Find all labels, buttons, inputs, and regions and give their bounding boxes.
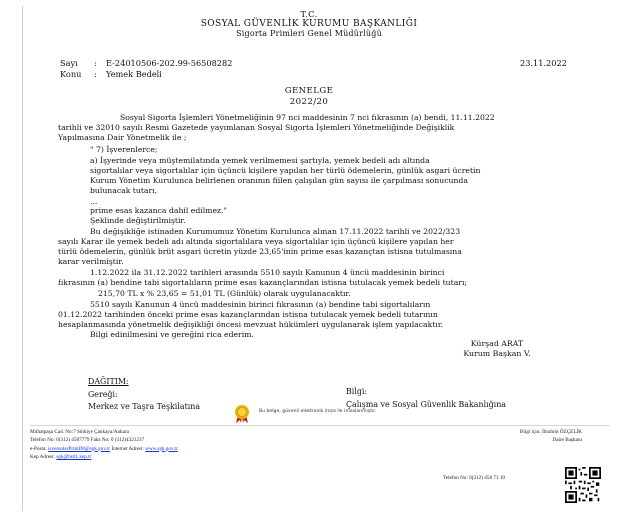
paragraph-5-line-1: Bilgi edinilmesini ve gereğini rica ederim. xyxy=(90,330,254,339)
e-signature-seal-icon xyxy=(232,404,252,424)
info-phone: Telefon No: 0(312) 458 71 10 xyxy=(443,475,506,481)
bilgi-value: Çalışma ve Sosyal Güvenlik Bakanlığına xyxy=(346,399,506,409)
gereg-value: Merkez ve Taşra Teşkilatına xyxy=(88,402,201,411)
bilgi-label: Bilgi: xyxy=(346,387,368,396)
signature-block xyxy=(447,339,547,359)
info-contact-title: Daire Başkanı xyxy=(552,437,582,444)
website-link[interactable]: www.sgk.gov.tr xyxy=(145,445,178,452)
footer-email-line xyxy=(30,445,178,453)
paragraph-2-line-3: türlü ödemelerin, günlük brüt asgari ücretin yüzde 23,65'inin prime esas kazançtan istisna tutulmasına xyxy=(58,247,462,256)
paragraph-3-line-2: fıkrasının (a) bendine tabi sigortalıların prime esas kazançlarından istisna tutulacak yemek bedeli tutarı; xyxy=(58,278,468,287)
paragraph-3-line-1: 1.12.2022 ila 31.12.2022 tarihleri arasında 5510 sayılı Kanunun 4 üncü maddesinin birinci xyxy=(90,268,445,277)
paragraph-2-line-4: karar verilmiştir. xyxy=(58,257,124,266)
quote-line-4: Kurum Yönetim Kurulunca belirlenen oranının fiilen çalışılan gün sayısı ile çarpılması sonucunda xyxy=(90,176,468,185)
paragraph-4-line-2: 01.12.2022 tarihinden önceki prime esas kazançlarından istisna tutulacak yemek bedeli tutarının xyxy=(58,310,438,319)
quote-line-7: prime esas kazanca dahil edilmez." xyxy=(90,206,228,215)
paragraph-4-line-3: hesaplanmasında yönetmelik değişikliği öncesi mevzuat hükümleri uygulanarak işlem yapılacaktır. xyxy=(58,320,444,329)
footer-contact xyxy=(30,428,178,461)
quote-line-1: " 7) İşverenlerce; xyxy=(90,145,158,154)
info-contact-name: Bilgi için: İbrahim ÖZÇELİK xyxy=(519,429,582,435)
sayi-colon: : xyxy=(94,58,97,68)
footer-phone: Telefon No: 0(312) 4587779 Faks No: 0 (312)4321237 xyxy=(30,437,145,444)
email-label: e-Posta: xyxy=(30,445,47,452)
quote-line-8: Şeklinde değiştirilmiştir. xyxy=(90,216,186,225)
sayi-value: E-24010506-202.99-56508282 xyxy=(106,58,233,68)
signatory-title: Kurum Başkan V. xyxy=(463,349,531,358)
paragraph-1-line-3: Yapılmasına Dair Yönetmelik ile ; xyxy=(58,133,187,142)
sayi-label: Sayı xyxy=(60,58,78,68)
paragraph-1-line-2: tarihli ve 32010 sayılı Resmi Gazetede yayımlanan Sosyal Sigorta İşlemleri Yönetmeliğinde Değişiklik xyxy=(58,123,455,132)
quote-line-6: ... xyxy=(90,197,98,206)
header-department: Sigorta Primleri Genel Müdürlüğü xyxy=(236,29,382,38)
seal-note: Bu belge, güvenli elektronik imza ile imzalanmıştır. xyxy=(259,409,377,414)
kep-label: Kep Adresi: xyxy=(30,453,55,460)
footer-address: Mithatpaşa Cad. No:7 Sıhhiye Çankaya/Ankara xyxy=(30,429,129,435)
paragraph-2-line-1: Bu değişikliğe istinaden Kurumumuz Yönetim Kurulunca alınan 17.11.2022 tarihli ve 2022/323 xyxy=(90,227,461,236)
distribution-block xyxy=(88,377,200,413)
quote-line-2: a) İşyerinde veya müştemilatında yemek verilmemesi şartıyla, yemek bedeli adı altında xyxy=(90,156,430,165)
konu-label: Konu xyxy=(60,69,82,79)
meta-konu xyxy=(60,69,162,79)
quote-line-5: bulunacak tutarı, xyxy=(90,186,158,195)
internet-label: İnternet Adresi: xyxy=(111,445,144,452)
footer-divider xyxy=(30,425,610,426)
email-link[interactable]: isverenlerPrimD8@sgk.gov.tr xyxy=(48,445,111,452)
konu-colon: : xyxy=(94,69,97,79)
signatory-name: Kürşad ARAT xyxy=(470,339,524,348)
paragraph-3-line-3: 215,70 TL x % 23,65 = 51,01 TL (Günlük) olarak uygulanacaktır. xyxy=(98,289,351,298)
gereg-label: Gereği: xyxy=(88,389,118,399)
document-date: 23.11.2022 xyxy=(520,58,567,68)
paragraph-4-line-1: 5510 sayılı Kanunun 4 üncü maddesinin birinci fıkrasının (a) bendine tabi sigortalıların xyxy=(90,300,431,309)
document-title: GENELGE xyxy=(284,86,334,96)
header-tc: T.C. xyxy=(300,10,318,20)
paragraph-2-line-2: sayılı Karar ile yemek bedeli adı altında sigortalılara veya sigortalılar için üçüncü kişilere yapılan her xyxy=(58,237,454,246)
quote-line-3: sigortalılar veya sigortalılar için üçüncü kişilere yapılan her türlü ödemelerin, günlük asgari ücretin xyxy=(90,166,481,175)
footer-info xyxy=(447,428,582,445)
bilgi-block xyxy=(346,387,506,410)
header-organization: SOSYAL GÜVENLİK KURUMU BAŞKANLIĞI xyxy=(200,19,418,29)
distribution-heading: DAĞITIM: xyxy=(88,377,129,386)
paragraph-1-line-1: Sosyal Sigorta İşlemleri Yönetmeliğinin 97 nci maddesinin 7 nci fıkrasının (a) bendi, 11.11.2022 xyxy=(120,113,495,122)
document-number: 2022/20 xyxy=(289,97,329,107)
qr-code-icon xyxy=(565,467,601,503)
konu-value: Yemek Bedeli xyxy=(106,69,162,79)
kep-link[interactable]: sgk@hs01.kep.tr xyxy=(56,453,92,460)
meta-sayi xyxy=(60,58,232,68)
footer-kep-line xyxy=(30,453,178,461)
